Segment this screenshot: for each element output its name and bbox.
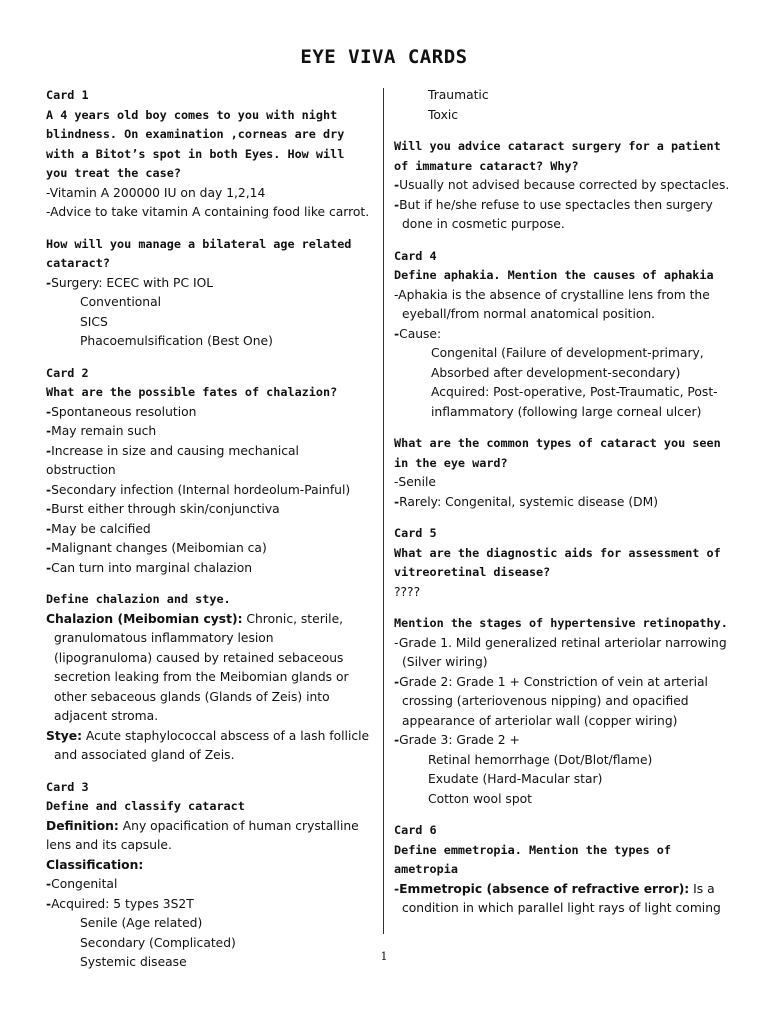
aphakia-definition: -Aphakia is the absence of crystalline lens from the eyeball/from normal anatomical position.: [394, 287, 710, 321]
immature-cataract-question: Will you advice cataract surgery for a patient of immature cataract? Why?: [394, 139, 721, 173]
list-item: -May remain such: [46, 424, 157, 438]
list-item: -Can turn into marginal chalazion: [46, 560, 253, 575]
cataract-management-option: Phacoemulsification (Best One): [80, 334, 273, 348]
cataract-types-answer-1: -Senile: [394, 475, 437, 489]
grade-3-subitem: Exudate (Hard-Macular star): [428, 772, 603, 786]
list-item: -Malignant changes (Meibomian ca): [46, 541, 267, 555]
grade-2: -Grade 2: Grade 1 + Constriction of vein at arterial crossing (arteriovenous nipping) and opacified appearance of arteriolar wall (copper wiring): [394, 674, 708, 728]
list-item: -Burst either through skin/conjunctiva: [46, 502, 280, 516]
list-item: -Spontaneous resolution: [46, 404, 197, 419]
card-4-question: Define aphakia. Mention the causes of aphakia: [394, 268, 714, 282]
card-3-question: Define and classify cataract: [46, 799, 245, 813]
card-5-question: What are the diagnostic aids for assessment of vitreoretinal disease?: [394, 545, 721, 579]
page-number: 1: [380, 950, 388, 963]
aphakia-cause-congenital: Congenital (Failure of development-primary, Absorbed after development-secondary): [431, 346, 704, 380]
cataract-definition: Definition: Any opacification of human crystalline lens and its capsule.: [46, 818, 359, 852]
grade-3-subitem: Retinal hemorrhage (Dot/Blot/flame): [428, 752, 653, 767]
classification-subitem: Toxic: [428, 107, 459, 122]
right-column: [394, 86, 734, 919]
card-2-question: What are the possible fates of chalazion?: [46, 385, 338, 399]
card-1-answer-1: -Vitamin A 200000 IU on day 1,2,14: [46, 185, 266, 200]
card-6-question: Define emmetropia. Mention the types of ametropia: [394, 842, 671, 876]
cataract-management-question: How will you manage a bilateral age related cataract?: [46, 236, 352, 270]
cataract-types-answer-2: -Rarely: Congenital, systemic disease (DM): [394, 494, 659, 509]
card-1-question: A 4 years old boy comes to you with night blindness. On examination ,corneas are dry with a Bitot’s spot in both Eyes. How will you treat the case?: [46, 107, 345, 180]
aphakia-cause-acquired: Acquired: Post-operative, Post-Traumatic, Post-inflammatory (following large corneal ulcer): [431, 385, 718, 419]
classification-subitem: Traumatic: [428, 88, 489, 102]
document-title: EYE VIVA CARDS: [300, 46, 468, 68]
card-6-label: Card 6: [394, 823, 437, 837]
grade-3-subitem: Cotton wool spot: [428, 791, 532, 806]
immature-cataract-answer-1: -Usually not advised because corrected by spectacles.: [394, 178, 730, 192]
classification-item: -Acquired: 5 types 3S2T: [46, 896, 194, 911]
list-item: -Secondary infection (Internal hordeolum-Painful): [46, 482, 351, 497]
aphakia-cause-heading: -Cause:: [394, 326, 442, 341]
cataract-management-option: SICS: [80, 314, 108, 329]
cataract-management-answer: -Surgery: ECEC with PC IOL: [46, 275, 214, 290]
classification-item: -Congenital: [46, 877, 118, 891]
classification-heading: Classification:: [46, 857, 144, 872]
cataract-types-question: What are the common types of cataract you seen in the eye ward?: [394, 436, 721, 470]
card-1-label: Card 1: [46, 88, 89, 102]
card-3-label: Card 3: [46, 779, 89, 794]
card-5-label: Card 5: [394, 526, 437, 540]
grade-1: -Grade 1. Mild generalized retinal arteriolar narrowing (Silver wiring): [394, 635, 727, 669]
hypertensive-retinopathy-question: Mention the stages of hypertensive retinopathy.: [394, 616, 728, 630]
card-5-answer: ????: [394, 584, 421, 599]
immature-cataract-answer-2: -But if he/she refuse to use spectacles then surgery done in cosmetic purpose.: [394, 197, 713, 231]
chalazion-definition: Chalazion (Meibomian cyst): Chronic, sterile, granulomatous inflammatory lesion (lipogranuloma) caused by retained sebaceous secretion leaking from the Meibomian glands or other sebaceous glands (Glands of Zeis) into adjacent stroma.: [46, 611, 349, 723]
card-1-answer-2: -Advice to take vitamin A containing food like carrot.: [46, 205, 370, 219]
card-4-label: Card 4: [394, 248, 437, 263]
column-divider: [383, 88, 384, 934]
list-item: -May be calcified: [46, 521, 151, 536]
card-2-label: Card 2: [46, 365, 89, 380]
list-item: -Increase in size and causing mechanical obstruction: [46, 443, 299, 477]
cataract-management-option: Conventional: [80, 295, 162, 309]
chalazion-stye-question: Define chalazion and stye.: [46, 592, 231, 606]
left-column: [46, 86, 372, 973]
stye-definition: Stye: Acute staphylococcal abscess of a lash follicle and associated gland of Zeis.: [46, 728, 370, 762]
grade-3: -Grade 3: Grade 2 +: [394, 733, 520, 747]
emmetropia-definition: -Emmetropic (absence of refractive error): Is a condition in which parallel light rays of light coming: [394, 881, 721, 915]
classification-subitem: Systemic disease: [80, 955, 187, 969]
classification-subitem: Senile (Age related): [80, 916, 203, 930]
classification-subitem: Secondary (Complicated): [80, 935, 236, 950]
